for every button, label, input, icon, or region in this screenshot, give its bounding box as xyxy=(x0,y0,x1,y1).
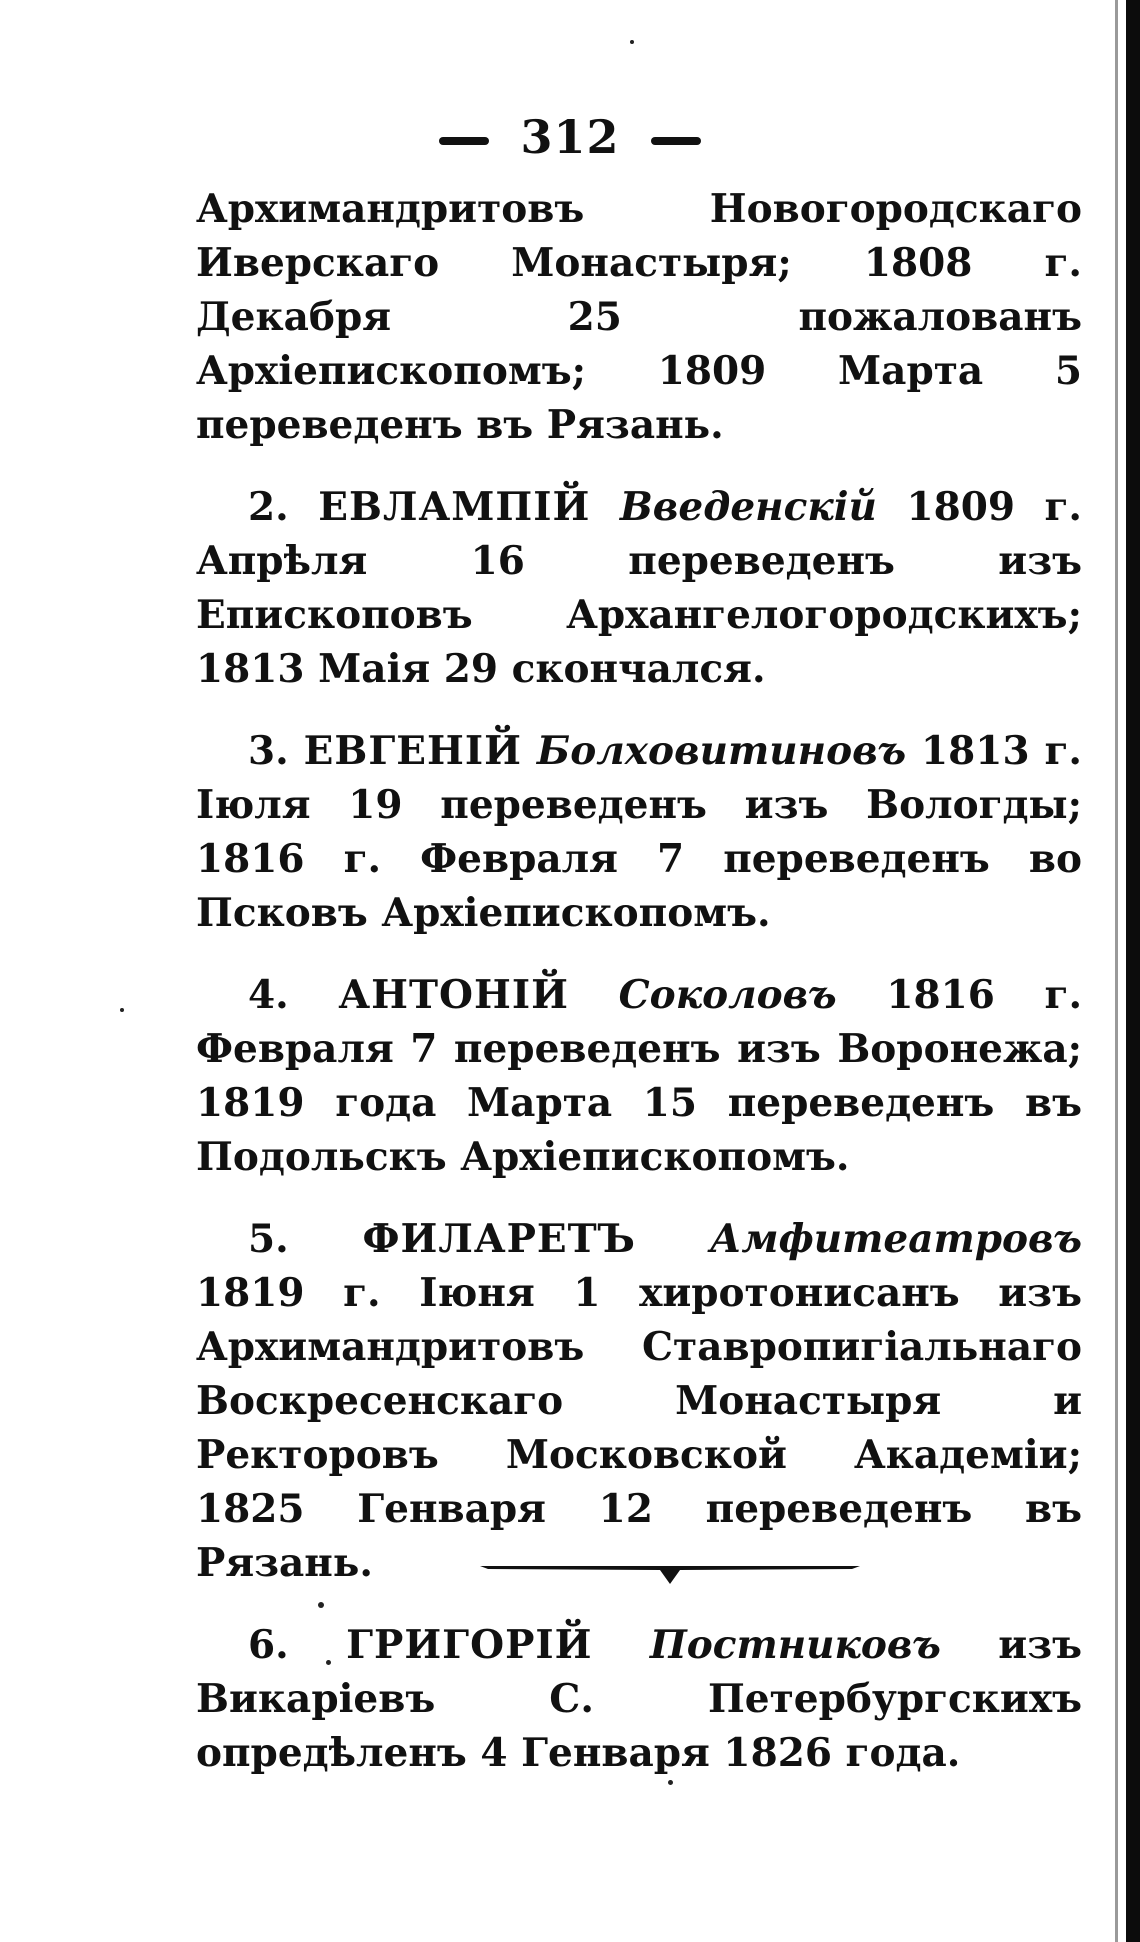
entry-2 xyxy=(196,480,1082,696)
ink-speck xyxy=(668,1780,673,1785)
entry-text: изъ Викаріевъ С. Петербургскихъ опредѣленъ 4 Генваря 1826 года. xyxy=(196,1622,1082,1776)
entry-text: 1819 г. Іюня 1 хиротонисанъ изъ Архимандритовъ Ставропигіальнаго Воскресенскаго Монастыря и Ректоровъ Московской Академіи; 1825 Генваря 12 переведенъ въ Рязань. xyxy=(196,1270,1082,1586)
entry-5 xyxy=(196,1212,1082,1590)
entry-number: 2. xyxy=(248,484,289,530)
ink-speck xyxy=(318,1602,324,1608)
entry-name: ФИЛАРЕТЪ xyxy=(362,1216,636,1262)
entry-number: 6. xyxy=(248,1622,289,1668)
ink-speck xyxy=(326,1660,331,1665)
entry-6 xyxy=(196,1618,1082,1780)
entry-name: ЕВГЕНІЙ xyxy=(303,728,522,774)
entry-surname: Введенскій xyxy=(619,484,877,530)
page-edge-line xyxy=(1115,0,1118,1942)
entry-name: ЕВЛАМПІЙ xyxy=(318,484,591,530)
entry-surname: Постниковъ xyxy=(649,1622,941,1668)
right-dash xyxy=(651,137,701,145)
paragraph-text: Архимандритовъ Новогородскаго Иверскаго Монастыря; 1808 г. Декабря 25 пожалованъ Архіепископомъ; 1809 Марта 5 переведенъ въ Рязань. xyxy=(196,186,1082,448)
end-ornament-rule xyxy=(480,1556,860,1586)
page-edge-shadow xyxy=(1126,0,1140,1942)
entry-number: 4. xyxy=(248,972,289,1018)
entry-surname: Амфитеатровъ xyxy=(709,1216,1082,1262)
entry-name: ГРИГОРІЙ xyxy=(346,1622,593,1668)
paragraph-continuation xyxy=(196,182,1082,452)
entry-surname: Болховитиновъ xyxy=(536,728,907,774)
ink-speck xyxy=(630,40,634,44)
entry-4 xyxy=(196,968,1082,1184)
entry-name: АНТОНІЙ xyxy=(338,972,569,1018)
left-dash xyxy=(439,137,489,145)
page-number-header xyxy=(0,110,1140,164)
entry-text: 1809 г. Апрѣля 16 переведенъ изъ Епископовъ Архангелогородскихъ; 1813 Маія 29 скончался. xyxy=(196,484,1083,692)
entry-text: 1813 г. Іюля 19 переведенъ изъ Вологды; 1816 г. Февраля 7 переведенъ во Псковъ Архіепископомъ. xyxy=(196,728,1083,936)
ink-speck xyxy=(120,1008,124,1012)
entry-3 xyxy=(196,724,1082,940)
entry-text: 1816 г. Февраля 7 переведенъ изъ Воронежа; 1819 года Марта 15 переведенъ въ Подольскъ Архіепископомъ. xyxy=(196,972,1083,1180)
page-number: 312 xyxy=(520,110,620,164)
entry-number: 5. xyxy=(248,1216,289,1262)
entry-surname: Соколовъ xyxy=(618,972,837,1018)
entry-number: 3. xyxy=(248,728,289,774)
